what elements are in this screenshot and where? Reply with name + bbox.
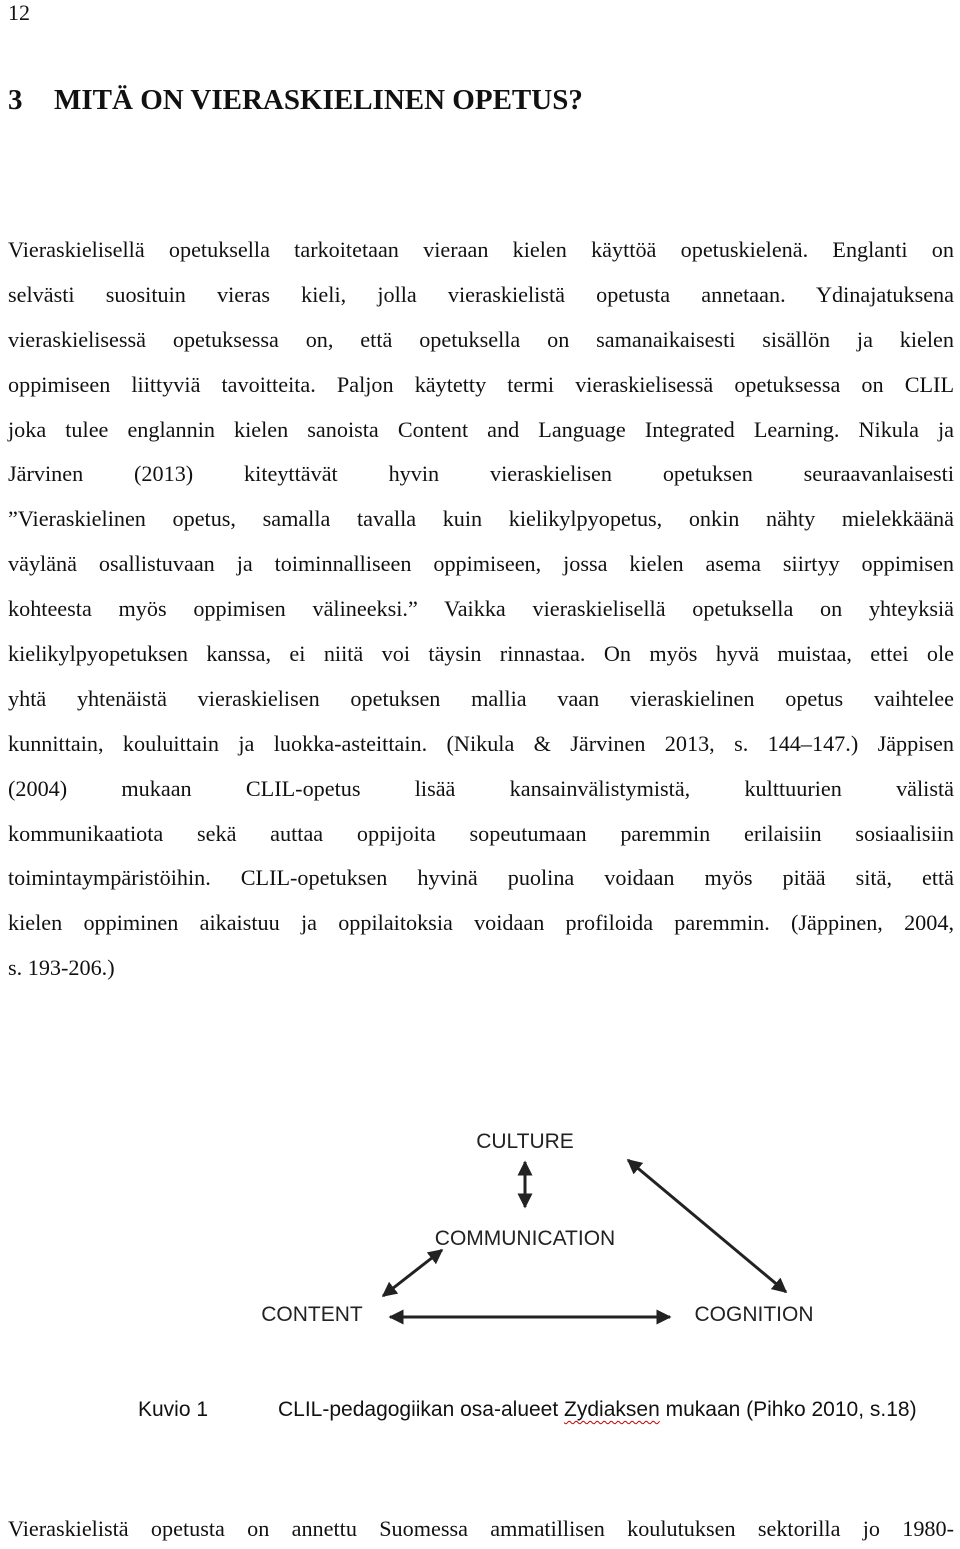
- arrow-culture-cognition: [628, 1160, 786, 1292]
- paragraph-line: kielen oppiminen aikaistuu ja oppilaitoksia voidaan profiloida paremmin. (Jäppinen, 2004,: [8, 910, 954, 936]
- paragraph-line: Vieraskielisellä opetuksella tarkoitetaan vieraan kielen käyttöä opetuskielenä. Englanti on: [8, 237, 954, 262]
- paragraph-line: joka tulee englannin kielen sanoista Content and Language Integrated Learning. Nikula ja: [8, 416, 954, 442]
- label-communication: COMMUNICATION: [434, 1227, 616, 1250]
- caption-text-after: mukaan (Pihko 2010, s.18): [659, 1398, 917, 1421]
- chapter-number: 3: [8, 84, 23, 116]
- figure-caption: [138, 1398, 917, 1422]
- paragraph-line: kommunikaatiota sekä auttaa oppijoita sopeutumaan paremmin erilaisiin sosiaalisiin: [8, 820, 954, 846]
- paragraph-line: oppimiseen liittyviä tavoitteita. Paljon käytetty termi vieraskielisessä opetuksessa on CLIL: [8, 371, 954, 397]
- paragraph-line: (2004) mukaan CLIL-opetus lisää kansainvälistymistä, kulttuurien välistä: [8, 775, 954, 801]
- body-paragraph: [8, 228, 954, 991]
- label-cognition: COGNITION: [694, 1303, 814, 1326]
- paragraph-line: kunnittain, kouluittain ja luokka-asteittain. (Nikula & Järvinen 2013, s. 144–147.) Jäppisen: [8, 730, 954, 756]
- clil-diagram: [230, 1110, 910, 1350]
- label-culture: CULTURE: [476, 1130, 574, 1153]
- chapter-title: MITÄ ON VIERASKIELINEN OPETUS?: [54, 84, 583, 116]
- page-number: 12: [8, 0, 30, 25]
- paragraph-line: kohteesta myös oppimisen välineeksi.” Vaikka vieraskielisellä opetuksella on yhteyksiä: [8, 596, 954, 622]
- paragraph-line: selvästi suosituin vieras kieli, jolla vieraskielistä opetusta annetaan. Ydinajatuksena: [8, 281, 954, 307]
- caption-text-before: CLIL-pedagogiikan osa-alueet: [278, 1398, 565, 1421]
- paragraph-line: ”Vieraskielinen opetus, samalla tavalla kuin kielikylpyopetus, onkin nähty mielekkäänä: [8, 506, 954, 532]
- paragraph-line: s. 193-206.): [8, 955, 115, 981]
- arrow-communication-content: [383, 1250, 442, 1296]
- caption-spellcheck-word: Zydiaksen: [564, 1398, 660, 1421]
- paragraph-line: Järvinen (2013) kiteyttävät hyvin vieraskielisen opetuksen seuraavanlaisesti: [8, 461, 954, 487]
- paragraph-line: väylänä osallistuvaan ja toiminnalliseen oppimiseen, jossa kielen asema siirtyy oppimisen: [8, 551, 954, 577]
- label-content: CONTENT: [261, 1303, 363, 1326]
- paragraph-line: vieraskielisessä opetuksessa on, että opetuksella on samanaikaisesti sisällön ja kielen: [8, 326, 954, 352]
- paragraph-line: kielikylpyopetuksen kanssa, ei niitä voi täysin rinnastaa. On myös hyvä muistaa, ettei ole: [8, 641, 954, 667]
- paragraph-line: yhtä yhtenäistä vieraskielisen opetuksen mallia vaan vieraskielinen opetus vaihtelee: [8, 685, 954, 711]
- chapter-heading: [8, 84, 583, 117]
- caption-label: Kuvio 1: [138, 1398, 209, 1421]
- next-paragraph-line: Vieraskielistä opetusta on annettu Suomessa ammatillisen koulutuksen sektorilla jo 1980-: [8, 1516, 954, 1541]
- paragraph-line: toimintaympäristöihin. CLIL-opetuksen hyvinä puolina voidaan myös pitää sitä, että: [8, 865, 954, 891]
